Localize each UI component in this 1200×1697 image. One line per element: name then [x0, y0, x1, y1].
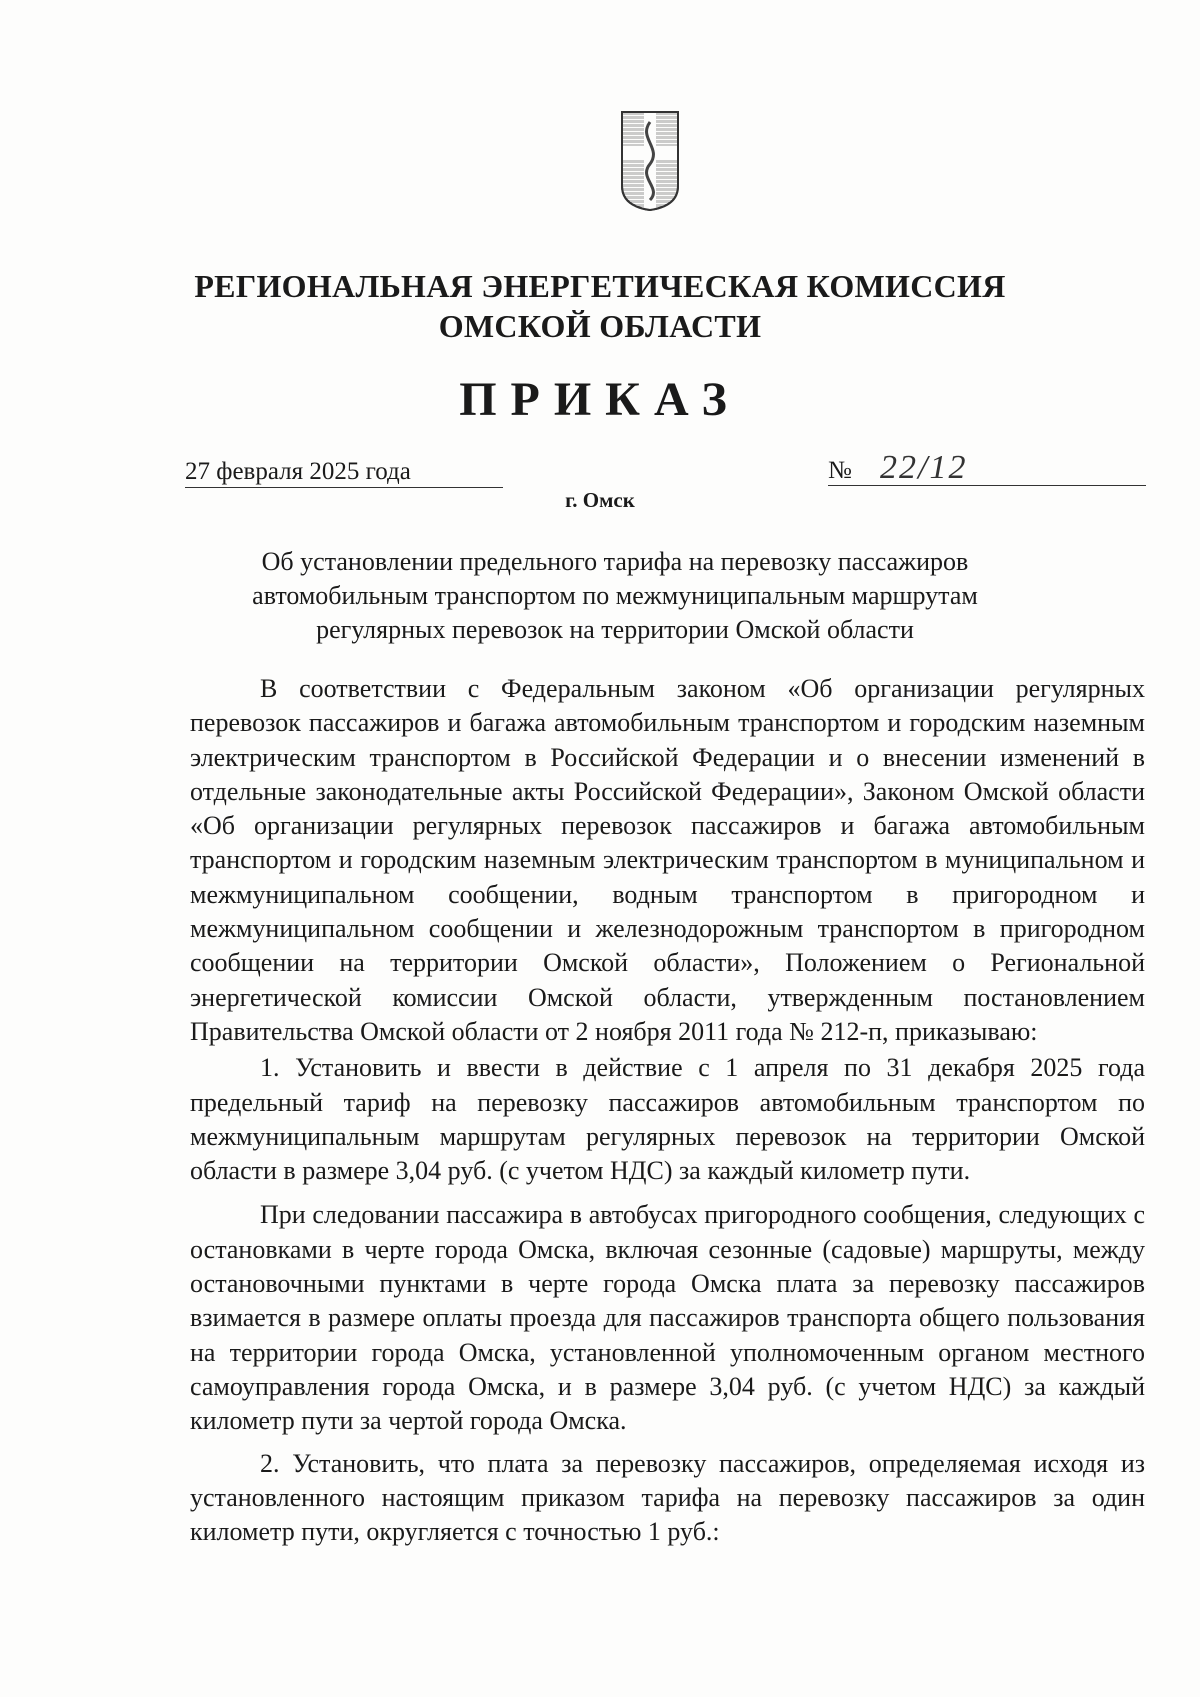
order-number-field	[828, 449, 1146, 486]
organization-name-line1: РЕГИОНАЛЬНАЯ ЭНЕРГЕТИЧЕСКАЯ КОМИССИЯ	[194, 268, 1006, 304]
document-type-title: ПРИКАЗ	[459, 373, 741, 426]
order-body	[190, 672, 1145, 1549]
preamble-paragraph: В соответствии с Федеральным законом «Об организации регулярных перевозок пассажиров и багажа автомобильным транспортом и городским наземным электрическим транспортом в Российской Федерации и о внесении изменений в отдельные законодательные акты Российской Федерации», Законом Омской области «Об организации регулярных перевозок пассажиров и багажа автомобильным транспортом и городским наземным электрическим транспортом в муниципальном и межмуниципальном сообщении, водным транспортом в пригородном и межмуниципальном сообщении и железнодорожным транспортом в пригородном сообщении на территории Омской области», Положением о Региональной энергетической комиссии Омской области, утвержденным постановлением Правительства Омской области от 2 ноября 2011 года № 212-п, приказываю:	[190, 674, 1145, 1046]
handwritten-order-number: 22/12	[880, 449, 968, 486]
item-2-paragraph: 2. Установить, что плата за перевозку пассажиров, определяемая исходя из установленного настоящим приказом тарифа на перевозку пассажиров за один километр пути, округляется с точностью 1 руб.:	[190, 1448, 1145, 1547]
order-date: 27 февраля 2025 года	[185, 457, 503, 488]
subject-line2: автомобильным транспортом по межмуниципальным маршрутам	[252, 581, 978, 610]
order-subject	[230, 545, 1000, 647]
omsk-region-coat-of-arms-icon	[618, 108, 682, 212]
subject-line1: Об установлении предельного тарифа на перевозку пассажиров	[261, 547, 969, 576]
item-1-note-paragraph: При следовании пассажира в автобусах пригородного сообщения, следующих с остановками в черте города Омска, включая сезонные (садовые) маршруты, между остановочными пунктами в черте города Омска плата за перевозку пассажиров взимается в размере оплаты проезда для пассажиров транспорта общего пользования на территории города Омска, установленной уполномоченным органом местного самоуправления города Омска, и в размере 3,04 руб. (с учетом НДС) за каждый километр пути за чертой города Омска.	[190, 1200, 1145, 1436]
subject-line3: регулярных перевозок на территории Омской области	[316, 615, 914, 644]
item-1-paragraph: 1. Установить и ввести в действие с 1 апреля по 31 декабря 2025 года предельный тариф на перевозку пассажиров автомобильным транспортом по межмуниципальным маршрутам регулярных перевозок на территории Омской области в размере 3,04 руб. (с учетом НДС) за каждый километр пути.	[190, 1053, 1145, 1186]
number-sign: №	[828, 457, 852, 484]
organization-name-line2: ОМСКОЙ ОБЛАСТИ	[438, 308, 762, 344]
city-label: г. Омск	[565, 488, 635, 512]
